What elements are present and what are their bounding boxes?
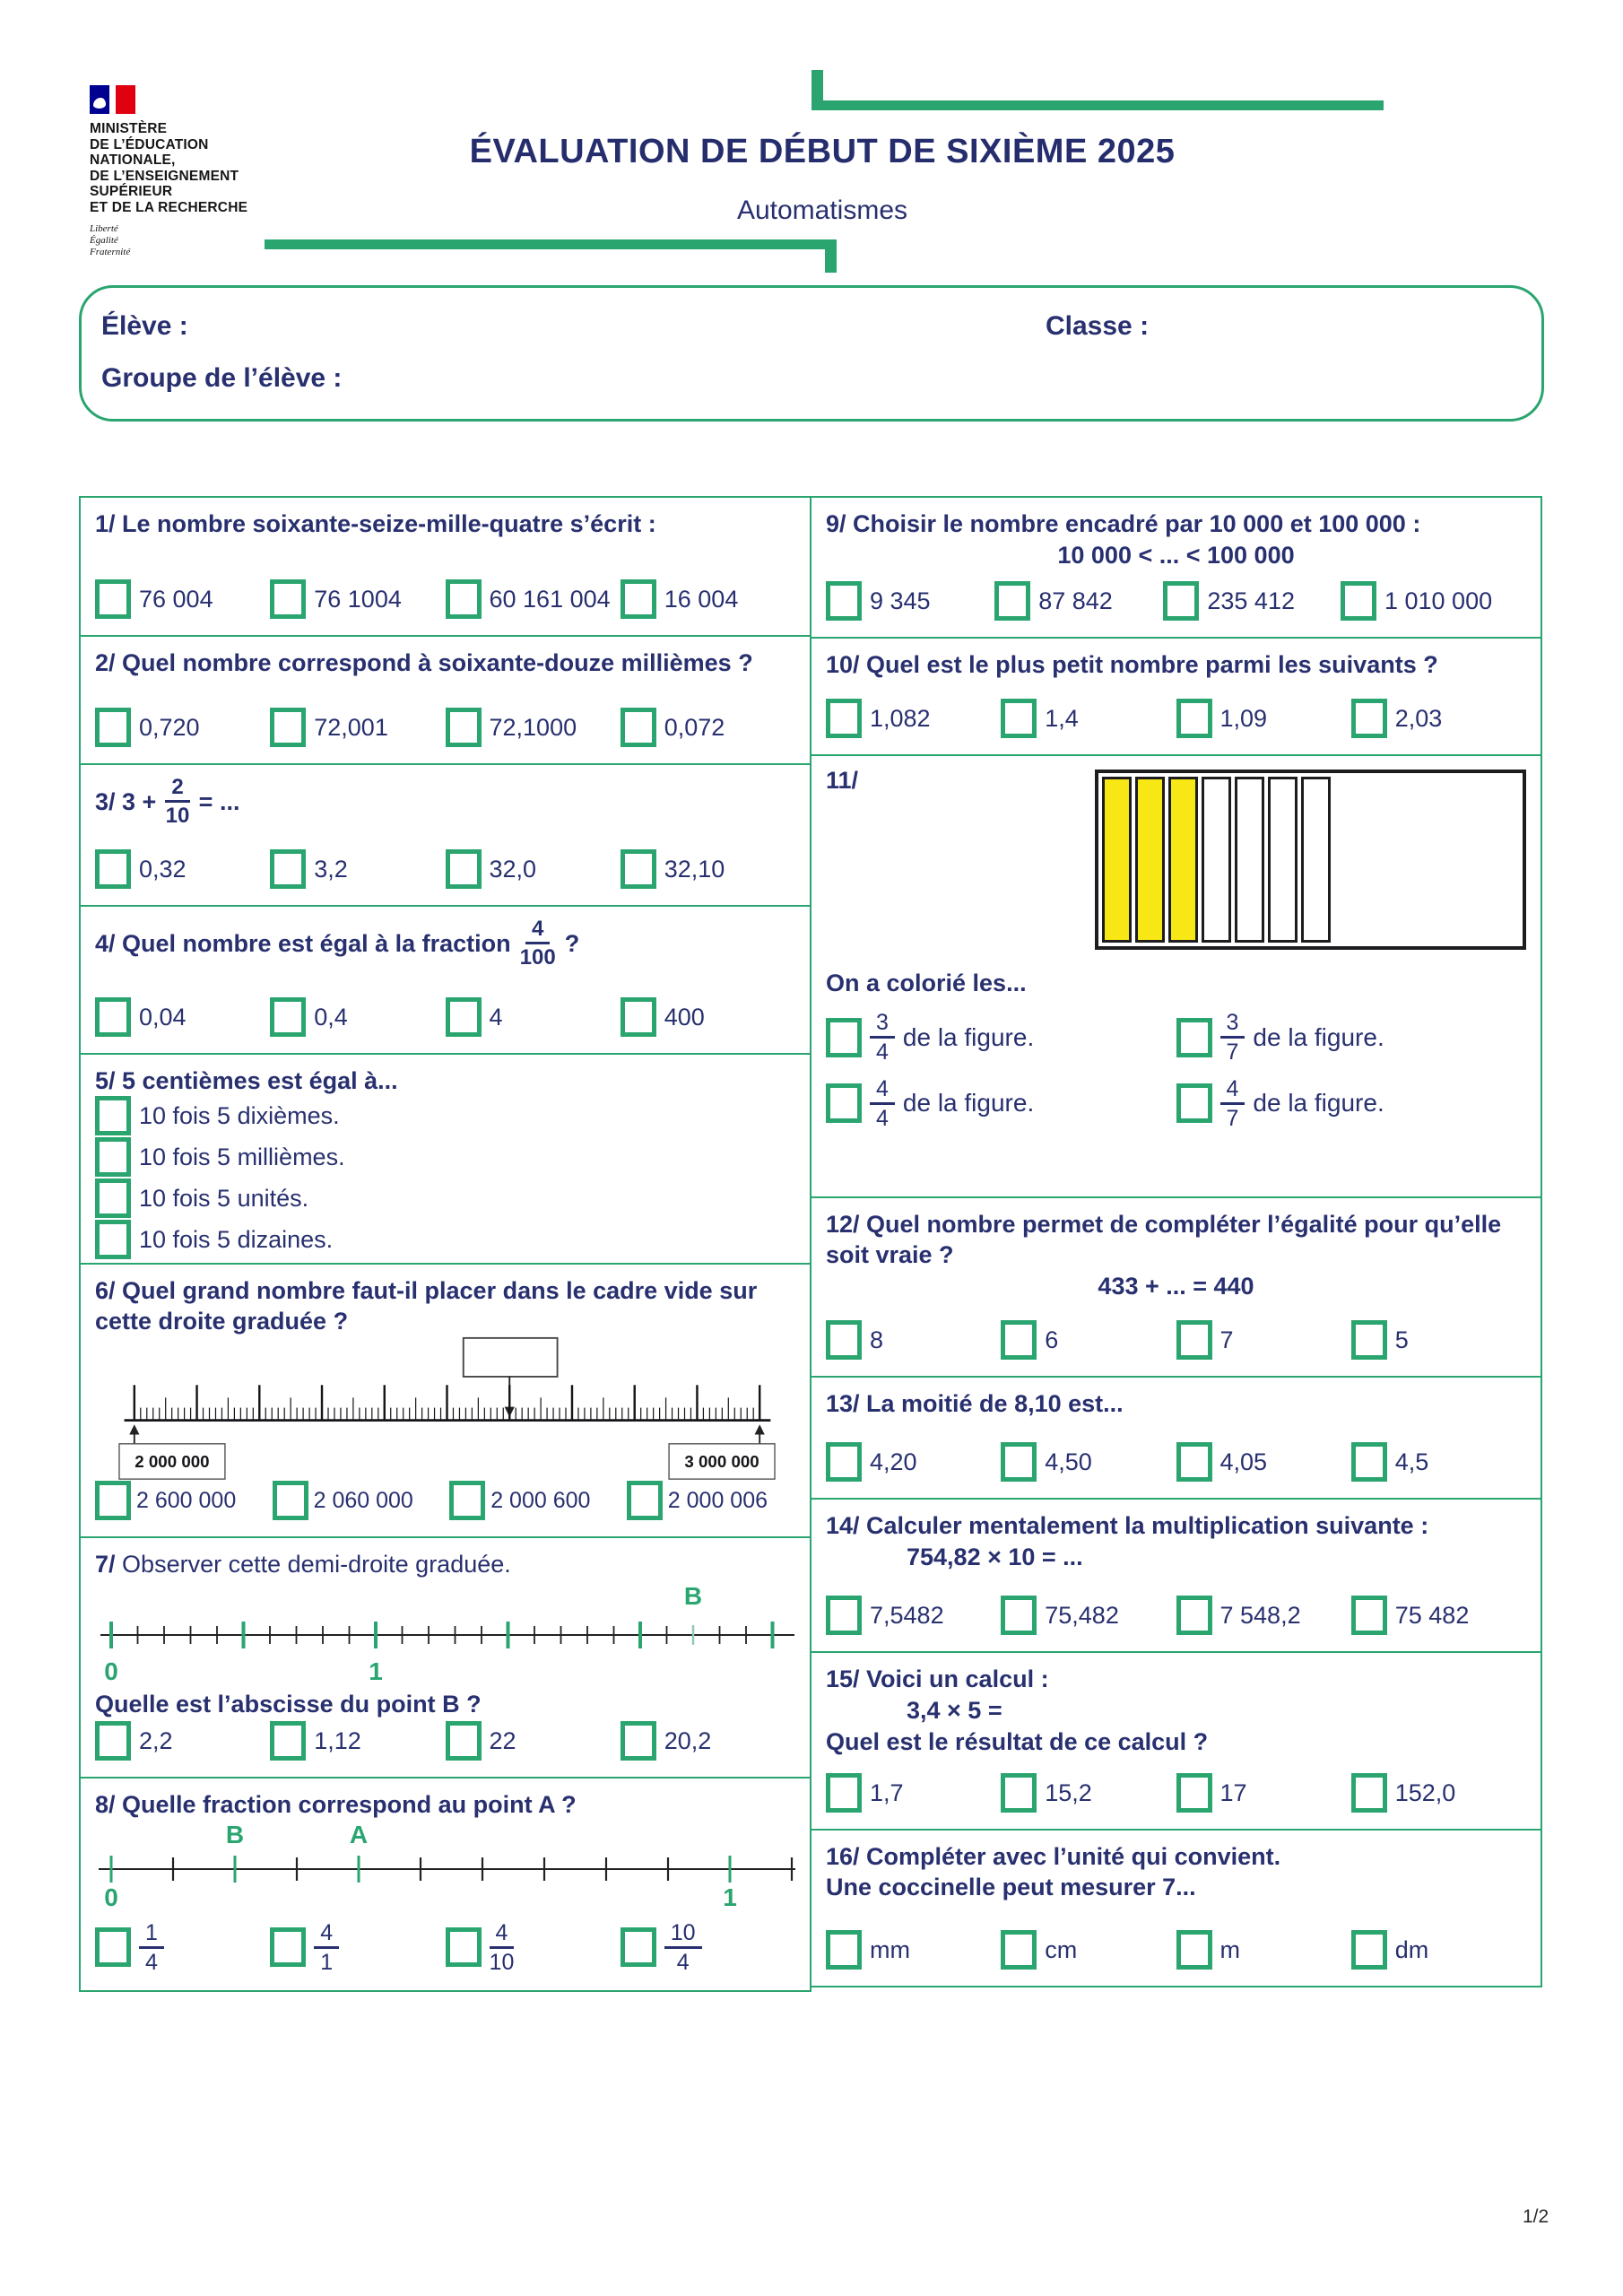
answer-option [95, 579, 270, 619]
checkbox[interactable] [95, 1481, 131, 1520]
svg-text:B: B [683, 1582, 703, 1610]
option-label: mm [870, 1935, 910, 1963]
question-14 [810, 1498, 1542, 1653]
question-16-title2: Une coccinelle peut mesurer 7... [826, 1874, 1196, 1900]
question-6-options [95, 1481, 795, 1520]
option-label: 1,12 [314, 1726, 361, 1754]
answer-option [449, 1481, 627, 1520]
french-flag-icon [90, 85, 332, 114]
question-15 [810, 1651, 1542, 1831]
option-label: 1,082 [870, 704, 931, 732]
question-7 [79, 1536, 812, 1779]
option-label: 0,072 [664, 713, 725, 741]
answer-option [1001, 1442, 1176, 1482]
checkbox[interactable] [270, 997, 306, 1037]
checkbox[interactable] [994, 581, 1030, 621]
question-7-options [95, 1721, 795, 1761]
answer-option [95, 1178, 795, 1218]
checkbox[interactable] [1001, 1596, 1037, 1635]
question-13-options [826, 1442, 1526, 1482]
option-label: 400 [664, 1003, 705, 1031]
answer-option [1351, 1596, 1526, 1635]
option-label: 87 842 [1038, 587, 1113, 614]
option-label: 2,2 [139, 1726, 173, 1754]
colored-strip [1102, 777, 1132, 943]
option-label: 72,001 [314, 713, 388, 741]
question-2-options [95, 708, 795, 747]
svg-text:A: A [349, 1821, 369, 1848]
answer-option [826, 699, 1001, 738]
option-label: 2 000 600 [490, 1487, 591, 1513]
ministry-motto: Liberté Égalité Fraternité [90, 223, 131, 257]
option-label: 0,32 [139, 855, 187, 883]
checkbox[interactable] [1176, 1773, 1212, 1813]
answer-option [270, 708, 445, 747]
answer-option [446, 1921, 621, 1975]
ministry-name: MINISTÈRE DE L’ÉDUCATION NATIONALE, DE L’ENSEIGNEMENT SUPÉRIEUR ET DE LA RECHERCHE [90, 121, 248, 215]
answer-option [1001, 1596, 1176, 1635]
question-10 [810, 637, 1542, 756]
question-5 [79, 1053, 812, 1265]
question-13-title: 13/ La moitié de 8,10 est... [826, 1390, 1124, 1417]
answer-option [270, 849, 445, 889]
option-label: 22 [489, 1726, 516, 1754]
blank-strip [1301, 777, 1331, 943]
checkbox[interactable] [1176, 1930, 1212, 1970]
blank-strip [1268, 777, 1298, 943]
option-label: 4,50 [1045, 1448, 1092, 1475]
question-16-options [826, 1930, 1526, 1970]
option-label: de la figure. [1253, 1022, 1384, 1051]
ministry-logo [90, 85, 332, 258]
answer-option [273, 1481, 450, 1520]
answer-option [826, 1930, 1001, 1970]
checkbox[interactable] [1176, 1442, 1212, 1482]
checkbox[interactable] [95, 1096, 131, 1135]
answer-option [1351, 1930, 1526, 1970]
question-12-formula: 433 + ... = 440 [1098, 1273, 1254, 1300]
groupe-label: Groupe de l’élève : [101, 363, 343, 393]
option-label: 16 004 [664, 585, 739, 613]
option-label: 1,4 [1045, 704, 1079, 732]
colored-strip [1168, 777, 1198, 943]
questions-grid [79, 496, 1542, 1992]
option-label: 76 004 [139, 585, 213, 613]
option-label: 17 [1219, 1779, 1247, 1806]
option-label: cm [1045, 1935, 1078, 1963]
option-fraction: $\frac{3}{4}$ [870, 1011, 895, 1065]
checkbox[interactable] [270, 579, 306, 619]
answer-option [270, 579, 445, 619]
checkbox[interactable] [1351, 699, 1387, 738]
checkbox[interactable] [826, 1930, 862, 1970]
q8-number-line [95, 1820, 799, 1909]
question-11-caption: On a colorié les... [826, 970, 1027, 996]
answer-option [95, 849, 270, 889]
option-label: 0,720 [139, 713, 200, 741]
checkbox[interactable] [446, 849, 482, 889]
checkbox[interactable] [446, 1721, 482, 1761]
checkbox[interactable] [826, 1083, 862, 1123]
checkbox[interactable] [1163, 581, 1199, 621]
answer-option [826, 1442, 1001, 1482]
question-13 [810, 1376, 1542, 1500]
option-label: de la figure. [1253, 1089, 1384, 1118]
option-label: 15,2 [1045, 1779, 1092, 1806]
checkbox[interactable] [446, 708, 482, 747]
answer-option [95, 1137, 795, 1177]
answer-option [621, 997, 795, 1037]
question-15-title: 15/ Voici un calcul : [826, 1665, 1049, 1692]
answer-option [1001, 1930, 1176, 1970]
option-label: 4,05 [1219, 1448, 1268, 1475]
answer-option [1176, 1930, 1351, 1970]
checkbox[interactable] [826, 1018, 862, 1057]
option-label: m [1219, 1935, 1240, 1963]
option-label: 9 345 [870, 587, 931, 614]
option-label: 7,5482 [870, 1601, 944, 1629]
svg-text:1: 1 [723, 1883, 737, 1909]
option-fraction: $\frac{4}{4}$ [870, 1077, 895, 1131]
answer-option [95, 1921, 270, 1975]
checkbox[interactable] [95, 1137, 131, 1177]
answer-option [1001, 1773, 1176, 1813]
option-label: 32,10 [664, 855, 725, 883]
question-9 [810, 496, 1542, 639]
question-12 [810, 1196, 1542, 1378]
answer-option [621, 849, 795, 889]
checkbox[interactable] [270, 708, 306, 747]
checkbox[interactable] [270, 1721, 306, 1761]
question-6-title: 6/ Quel grand nombre faut-il placer dans le cadre vide sur cette droite graduée ? [95, 1277, 758, 1335]
checkbox[interactable] [270, 849, 306, 889]
question-14-title: 14/ Calculer mentalement la multiplication suivante : [826, 1512, 1429, 1539]
answer-option [1351, 1773, 1526, 1813]
answer-option [270, 997, 445, 1037]
question-1 [79, 496, 812, 637]
checkbox[interactable] [1176, 1596, 1212, 1635]
question-9-formula: 10 000 < ... < 100 000 [1057, 542, 1295, 569]
colored-strip [1135, 777, 1165, 943]
question-9-options [826, 581, 1526, 621]
option-label: 32,0 [489, 855, 537, 883]
checkbox[interactable] [95, 1721, 131, 1761]
checkbox[interactable] [621, 1927, 656, 1967]
checkbox[interactable] [95, 1178, 131, 1218]
checkbox[interactable] [1351, 1442, 1387, 1482]
q11-strip-figure [1095, 770, 1526, 950]
question-3-title: 3/ 3 + $\frac{2}{10}$ = ... [95, 775, 240, 829]
fraction-2-10: $\frac{2}{10}$ [165, 775, 190, 829]
checkbox[interactable] [1176, 1083, 1212, 1123]
option-label: 0,4 [314, 1003, 348, 1031]
option-label: 72,1000 [489, 713, 577, 741]
option-label: 4,5 [1394, 1448, 1429, 1475]
svg-text:B: B [225, 1821, 245, 1848]
checkbox[interactable] [621, 708, 656, 747]
checkbox[interactable] [95, 997, 131, 1037]
svg-text:1: 1 [369, 1657, 383, 1685]
question-15-formula: 3,4 × 5 = [907, 1697, 1002, 1724]
answer-option [621, 1721, 795, 1761]
question-4 [79, 905, 812, 1055]
checkbox[interactable] [1001, 1930, 1037, 1970]
option-label: 1,7 [870, 1779, 904, 1806]
page-subtitle: Automatismes [736, 196, 908, 225]
right-column [810, 496, 1542, 1987]
question-4-title: 4/ Quel nombre est égal à la fraction $\frac{4}{100}$ ? [95, 917, 580, 970]
answer-option [446, 1721, 621, 1761]
answer-option [95, 1721, 270, 1761]
option-label: dm [1394, 1935, 1429, 1963]
answer-option [826, 581, 994, 621]
decorative-bracket-top [812, 70, 1384, 110]
option-label: 5 [1394, 1326, 1409, 1353]
question-16-title: 16/ Compléter avec l’unité qui convient. [826, 1843, 1281, 1870]
checkbox[interactable] [95, 1927, 131, 1967]
option-fraction: $\frac{4}{10}$ [489, 1919, 515, 1975]
checkbox[interactable] [826, 699, 862, 738]
answer-option [1001, 699, 1176, 738]
question-7-question: Quelle est l’abscisse du point B ? [95, 1691, 482, 1718]
answer-option [826, 1596, 1001, 1635]
option-label: 0,04 [139, 1003, 187, 1031]
option-label: 10 fois 5 unités. [139, 1184, 309, 1212]
question-2 [79, 635, 812, 765]
svg-text:3 000 000: 3 000 000 [684, 1452, 759, 1472]
option-label: 75,482 [1045, 1601, 1119, 1629]
checkbox[interactable] [1176, 699, 1212, 738]
answer-option [1351, 1320, 1526, 1360]
option-label: 7 548,2 [1219, 1601, 1301, 1629]
question-5-options [95, 1096, 795, 1259]
option-label: 152,0 [1394, 1779, 1456, 1806]
svg-text:0: 0 [104, 1657, 118, 1685]
question-8-options [95, 1921, 795, 1975]
question-16 [810, 1829, 1542, 1987]
question-7-title: 7/ Observer cette demi-droite graduée. [95, 1551, 511, 1578]
option-label: 20,2 [664, 1726, 712, 1754]
question-12-title: 12/ Quel nombre permet de compléter l’égalité pour qu’elle soit vraie ? [826, 1211, 1502, 1268]
answer-option [1176, 1011, 1527, 1065]
answer-option [446, 849, 621, 889]
answer-option [826, 1320, 1001, 1360]
svg-text:0: 0 [104, 1883, 118, 1909]
option-label: 4,20 [870, 1448, 917, 1475]
option-label: 1,09 [1219, 704, 1268, 732]
checkbox[interactable] [446, 579, 482, 619]
question-10-title: 10/ Quel est le plus petit nombre parmi les suivants ? [826, 651, 1438, 678]
checkbox[interactable] [826, 581, 862, 621]
blank-strip [1202, 777, 1231, 943]
answer-option [1351, 1442, 1526, 1482]
page-title: ÉVALUATION DE DÉBUT DE SIXIÈME 2025 [469, 133, 1176, 170]
answer-option [1176, 1077, 1527, 1131]
checkbox[interactable] [621, 849, 656, 889]
checkbox[interactable] [621, 1721, 656, 1761]
option-label: 4 [489, 1003, 503, 1031]
question-8 [79, 1777, 812, 1992]
question-14-formula: 754,82 × 10 = ... [907, 1544, 1083, 1570]
question-11 [810, 754, 1542, 1198]
checkbox[interactable] [826, 1442, 862, 1482]
option-fraction: $\frac{10}{4}$ [664, 1921, 702, 1975]
question-2-title: 2/ Quel nombre correspond à soixante-douze millièmes ? [95, 649, 753, 676]
question-8-title: 8/ Quelle fraction correspond au point A ? [95, 1791, 577, 1818]
option-label: 235 412 [1207, 587, 1295, 614]
blank-strip [1235, 777, 1264, 943]
answer-option [95, 997, 270, 1037]
question-1-options [95, 579, 795, 619]
option-fraction: $\frac{1}{4}$ [139, 1921, 164, 1975]
answer-option [621, 708, 795, 747]
answer-option [270, 1721, 445, 1761]
question-4-options [95, 997, 795, 1037]
answer-option [994, 581, 1163, 621]
answer-option [95, 1220, 795, 1259]
option-label: 2 000 006 [667, 1487, 768, 1513]
checkbox[interactable] [826, 1320, 862, 1360]
checkbox[interactable] [627, 1481, 663, 1520]
option-label: 2 600 000 [136, 1487, 237, 1513]
answer-option [826, 1077, 1176, 1131]
checkbox[interactable] [1001, 1320, 1037, 1360]
question-5-title: 5/ 5 centièmes est égal à... [95, 1067, 398, 1094]
option-label: de la figure. [902, 1089, 1035, 1118]
answer-option [1176, 1773, 1351, 1813]
checkbox[interactable] [1001, 699, 1037, 738]
answer-option [1001, 1320, 1176, 1360]
question-3 [79, 763, 812, 907]
answer-option [446, 997, 621, 1037]
checkbox[interactable] [621, 579, 656, 619]
option-label: 7 [1219, 1326, 1234, 1353]
answer-option [627, 1481, 795, 1520]
question-15-options [826, 1773, 1526, 1813]
answer-option [1163, 581, 1341, 621]
answer-option [621, 579, 795, 619]
answer-option [1176, 699, 1351, 738]
question-11-number: 11/ [826, 767, 859, 794]
checkbox[interactable] [1351, 1596, 1387, 1635]
answer-option [1341, 581, 1526, 621]
option-label: de la figure. [902, 1022, 1035, 1051]
checkbox[interactable] [95, 849, 131, 889]
checkbox[interactable] [95, 708, 131, 747]
question-10-options [826, 699, 1526, 738]
page-number: 1/2 [1523, 2206, 1549, 2227]
option-label: 6 [1045, 1326, 1059, 1353]
left-column [79, 496, 812, 1992]
question-14-options [826, 1596, 1526, 1635]
question-15-question: Quel est le résultat de ce calcul ? [826, 1728, 1209, 1755]
option-fraction: $\frac{4}{1}$ [314, 1921, 339, 1975]
student-info-box [79, 285, 1544, 422]
svg-text:2 000 000: 2 000 000 [135, 1452, 210, 1472]
option-label: 10 fois 5 millièmes. [139, 1143, 345, 1170]
checkbox[interactable] [1351, 1320, 1387, 1360]
answer-option [1351, 699, 1526, 738]
fraction-4-100: $\frac{4}{100}$ [519, 917, 556, 970]
answer-option [826, 1011, 1176, 1065]
answer-option [95, 708, 270, 747]
option-label: 1 010 000 [1384, 587, 1493, 614]
question-6 [79, 1263, 812, 1538]
option-label: 60 161 004 [489, 585, 611, 613]
question-3-options [95, 849, 795, 889]
answer-option [1176, 1596, 1351, 1635]
answer-option [270, 1921, 445, 1975]
checkbox[interactable] [1176, 1320, 1212, 1360]
option-label: 2,03 [1394, 704, 1443, 732]
checkbox[interactable] [273, 1481, 308, 1520]
checkbox[interactable] [826, 1773, 862, 1813]
checkbox[interactable] [1001, 1442, 1037, 1482]
classe-label: Classe : [1046, 311, 1150, 341]
checkbox[interactable] [95, 1220, 131, 1259]
eleve-label: Élève : [101, 311, 188, 341]
question-11-options [826, 1011, 1526, 1130]
question-12-options [826, 1320, 1526, 1360]
q7-number-line [95, 1579, 799, 1689]
option-fraction: $\frac{4}{7}$ [1220, 1077, 1245, 1131]
option-label: 10 fois 5 dizaines. [139, 1225, 334, 1253]
question-9-title: 9/ Choisir le nombre encadré par 10 000 et 100 000 : [826, 510, 1421, 537]
checkbox[interactable] [826, 1596, 862, 1635]
checkbox[interactable] [1351, 1930, 1387, 1970]
question-1-title: 1/ Le nombre soixante-seize-mille-quatre s’écrit : [95, 510, 656, 537]
checkbox[interactable] [449, 1481, 485, 1520]
answer-option [95, 1481, 273, 1520]
checkbox[interactable] [95, 579, 131, 619]
answer-option [95, 1096, 795, 1135]
checkbox[interactable] [1351, 1773, 1387, 1813]
checkbox[interactable] [1341, 581, 1376, 621]
option-fraction: $\frac{3}{7}$ [1220, 1011, 1245, 1065]
answer-option [446, 579, 621, 619]
option-label: 10 fois 5 dixièmes. [139, 1101, 340, 1129]
checkbox[interactable] [1001, 1773, 1037, 1813]
checkbox[interactable] [446, 1927, 482, 1967]
answer-option [826, 1773, 1001, 1813]
answer-option [621, 1921, 795, 1975]
option-label: 8 [870, 1326, 884, 1353]
answer-option [1176, 1442, 1351, 1482]
q6-number-line [95, 1336, 799, 1481]
checkbox[interactable] [446, 997, 482, 1037]
answer-option [446, 708, 621, 747]
option-label: 75 482 [1394, 1601, 1470, 1629]
checkbox[interactable] [1176, 1018, 1212, 1057]
option-label: 76 1004 [314, 585, 402, 613]
answer-option [1176, 1320, 1351, 1360]
checkbox[interactable] [621, 997, 656, 1037]
checkbox[interactable] [270, 1927, 306, 1967]
option-label: 3,2 [314, 855, 348, 883]
option-label: 2 060 000 [313, 1487, 413, 1513]
decorative-bracket-mid [265, 239, 837, 273]
